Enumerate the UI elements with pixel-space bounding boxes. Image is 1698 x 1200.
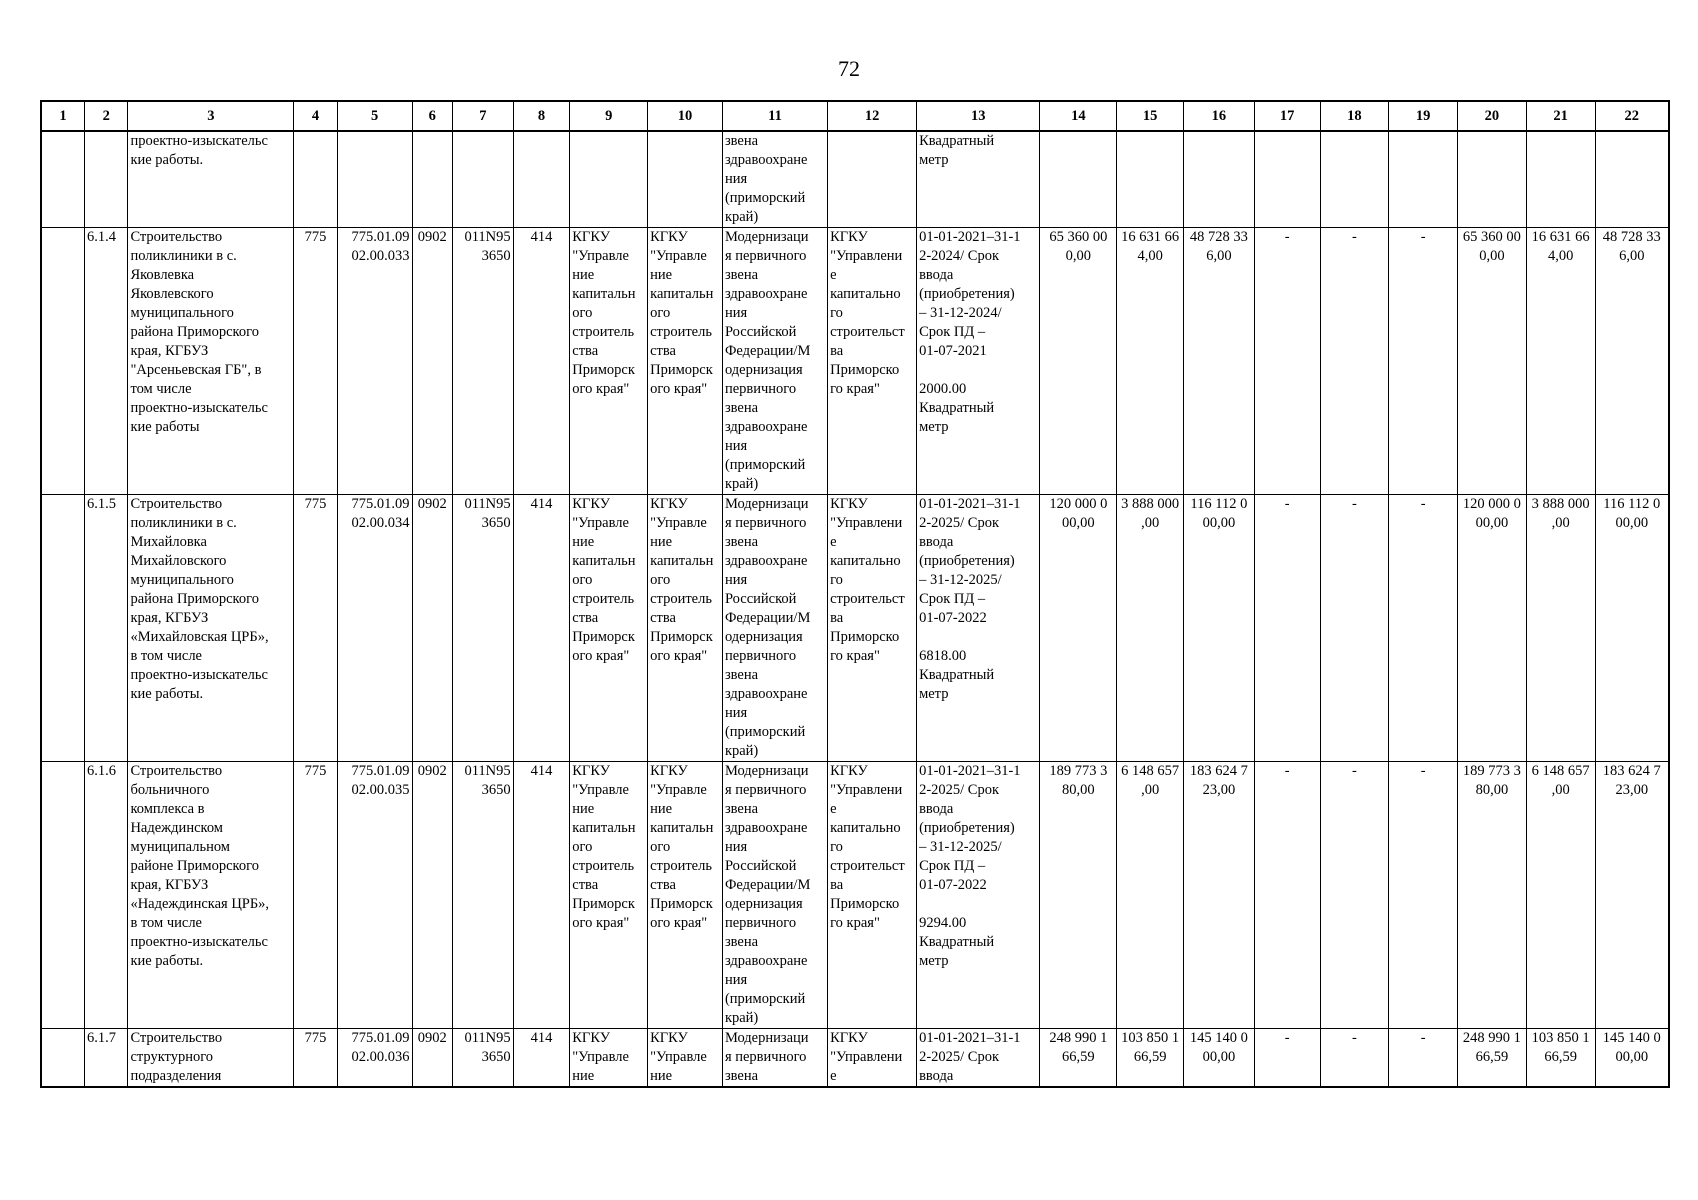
cell-col-20: 65 360 00 0,00 — [1458, 228, 1527, 495]
cell-col-9: КГКУ "Управле ние капитальн ого строитель ства Приморск ого края" — [570, 495, 648, 762]
cell-col-20 — [1458, 131, 1527, 228]
cell-col-18: - — [1320, 228, 1389, 495]
col-header-14: 14 — [1040, 101, 1117, 131]
cell-col-14: 189 773 3 80,00 — [1040, 762, 1117, 1029]
col-header-6: 6 — [412, 101, 452, 131]
cell-col-17: - — [1254, 762, 1320, 1029]
col-header-20: 20 — [1458, 101, 1527, 131]
cell-col-16 — [1184, 131, 1255, 228]
page-number: 72 — [838, 56, 860, 81]
cell-col-7 — [452, 131, 513, 228]
cell-col-22: 145 140 0 00,00 — [1595, 1029, 1669, 1088]
cell-col-5 — [337, 131, 412, 228]
cell-col-21: 6 148 657 ,00 — [1526, 762, 1595, 1029]
cell-col-18: - — [1320, 495, 1389, 762]
col-header-3: 3 — [128, 101, 294, 131]
cell-col-10: КГКУ "Управле ние капитальн ого строитель ства Приморск ого края" — [648, 495, 723, 762]
cell-item-number: 6.1.6 — [84, 762, 127, 1029]
cell-col-6: 0902 — [412, 1029, 452, 1088]
cell-col-13: 01-01-2021–31-1 2-2025/ Срок ввода — [917, 1029, 1040, 1088]
table-row — [41, 762, 1669, 1029]
cell-col-17: - — [1254, 1029, 1320, 1088]
col-header-22: 22 — [1595, 101, 1669, 131]
col-header-11: 11 — [722, 101, 827, 131]
cell-col-18: - — [1320, 762, 1389, 1029]
col-header-21: 21 — [1526, 101, 1595, 131]
cell-col-15: 3 888 000 ,00 — [1117, 495, 1184, 762]
cell-col-15: 6 148 657 ,00 — [1117, 762, 1184, 1029]
cell-col-11: Модернизаци я первичного звена здравоохране ния Российской Федерации/М одернизация первичного звена здравоохране ния (приморский край) — [722, 495, 827, 762]
cell-col-17 — [1254, 131, 1320, 228]
cell-col-17: - — [1254, 228, 1320, 495]
cell-col-10 — [648, 131, 723, 228]
cell-col-15: 103 850 1 66,59 — [1117, 1029, 1184, 1088]
cell-col-15: 16 631 66 4,00 — [1117, 228, 1184, 495]
cell-item-number: 6.1.7 — [84, 1029, 127, 1088]
cell-col-22 — [1595, 131, 1669, 228]
cell-col-12: КГКУ "Управлени е капитально го строительст ва Приморско го края" — [828, 228, 917, 495]
col-header-18: 18 — [1320, 101, 1389, 131]
cell-col-19: - — [1389, 762, 1458, 1029]
cell-col-8: 414 — [513, 762, 570, 1029]
col-header-10: 10 — [648, 101, 723, 131]
cell-col-6: 0902 — [412, 762, 452, 1029]
cell-col-1 — [41, 762, 84, 1029]
table-row — [41, 131, 1669, 228]
cell-object-name: Строительство структурного подразделения — [128, 1029, 294, 1088]
cell-col-21: 103 850 1 66,59 — [1526, 1029, 1595, 1088]
cell-col-18 — [1320, 131, 1389, 228]
cell-col-13: 01-01-2021–31-1 2-2024/ Срок ввода (приобретения) – 31-12-2024/ Срок ПД – 01-07-2021 2000.00 Квадратный метр — [917, 228, 1040, 495]
cell-col-5: 775.01.09 02.00.033 — [337, 228, 412, 495]
cell-col-11: звена здравоохране ния (приморский край) — [722, 131, 827, 228]
cell-col-4: 775 — [294, 228, 337, 495]
cell-col-8 — [513, 131, 570, 228]
cell-col-10: КГКУ "Управле ние — [648, 1029, 723, 1088]
col-header-5: 5 — [337, 101, 412, 131]
col-header-4: 4 — [294, 101, 337, 131]
cell-object-name: проектно-изыскательс кие работы. — [128, 131, 294, 228]
cell-col-12: КГКУ "Управлени е — [828, 1029, 917, 1088]
cell-col-12: КГКУ "Управлени е капитально го строительст ва Приморско го края" — [828, 495, 917, 762]
cell-col-16: 145 140 0 00,00 — [1184, 1029, 1255, 1088]
cell-col-5: 775.01.09 02.00.034 — [337, 495, 412, 762]
col-header-2: 2 — [84, 101, 127, 131]
cell-col-6: 0902 — [412, 495, 452, 762]
col-header-17: 17 — [1254, 101, 1320, 131]
col-header-13: 13 — [917, 101, 1040, 131]
cell-col-5: 775.01.09 02.00.035 — [337, 762, 412, 1029]
cell-col-8: 414 — [513, 1029, 570, 1088]
cell-col-6 — [412, 131, 452, 228]
cell-col-12 — [828, 131, 917, 228]
cell-col-19: - — [1389, 495, 1458, 762]
cell-item-number: 6.1.5 — [84, 495, 127, 762]
cell-col-8: 414 — [513, 495, 570, 762]
cell-col-13: 01-01-2021–31-1 2-2025/ Срок ввода (приобретения) – 31-12-2025/ Срок ПД – 01-07-2022 6818.00 Квадратный метр — [917, 495, 1040, 762]
cell-col-9 — [570, 131, 648, 228]
cell-col-19: - — [1389, 1029, 1458, 1088]
cell-col-4: 775 — [294, 1029, 337, 1088]
cell-col-10: КГКУ "Управле ние капитальн ого строитель ства Приморск ого края" — [648, 228, 723, 495]
cell-col-21: 16 631 66 4,00 — [1526, 228, 1595, 495]
cell-col-19 — [1389, 131, 1458, 228]
col-header-1: 1 — [41, 101, 84, 131]
cell-col-4: 775 — [294, 762, 337, 1029]
cell-col-7: 011N95 3650 — [452, 762, 513, 1029]
cell-col-6: 0902 — [412, 228, 452, 495]
cell-col-19: - — [1389, 228, 1458, 495]
cell-col-1 — [41, 1029, 84, 1088]
cell-item-number: 6.1.4 — [84, 228, 127, 495]
cell-col-22: 48 728 33 6,00 — [1595, 228, 1669, 495]
col-header-12: 12 — [828, 101, 917, 131]
cell-col-4: 775 — [294, 495, 337, 762]
cell-col-9: КГКУ "Управле ние — [570, 1029, 648, 1088]
cell-col-7: 011N95 3650 — [452, 495, 513, 762]
cell-col-21 — [1526, 131, 1595, 228]
col-header-16: 16 — [1184, 101, 1255, 131]
cell-col-12: КГКУ "Управлени е капитально го строительст ва Приморско го края" — [828, 762, 917, 1029]
table-row — [41, 228, 1669, 495]
cell-col-10: КГКУ "Управле ние капитальн ого строитель ства Приморск ого края" — [648, 762, 723, 1029]
table-row — [41, 1029, 1669, 1088]
cell-item-number — [84, 131, 127, 228]
data-table — [40, 100, 1670, 1088]
col-header-7: 7 — [452, 101, 513, 131]
cell-object-name: Строительство поликлиники в с. Яковлевка Яковлевского муниципального района Приморского края, КГБУЗ "Арсеньевская ГБ", в том числе проектно-изыскательс кие работы — [128, 228, 294, 495]
cell-col-7: 011N95 3650 — [452, 1029, 513, 1088]
col-header-15: 15 — [1117, 101, 1184, 131]
cell-col-4 — [294, 131, 337, 228]
cell-col-13: Квадратный метр — [917, 131, 1040, 228]
cell-col-14: 248 990 1 66,59 — [1040, 1029, 1117, 1088]
cell-col-20: 120 000 0 00,00 — [1458, 495, 1527, 762]
cell-col-5: 775.01.09 02.00.036 — [337, 1029, 412, 1088]
cell-col-9: КГКУ "Управле ние капитальн ого строитель ства Приморск ого края" — [570, 228, 648, 495]
cell-col-16: 48 728 33 6,00 — [1184, 228, 1255, 495]
header-row — [41, 101, 1669, 131]
cell-col-1 — [41, 228, 84, 495]
cell-col-22: 116 112 0 00,00 — [1595, 495, 1669, 762]
col-header-8: 8 — [513, 101, 570, 131]
cell-col-11: Модернизаци я первичного звена здравоохране ния Российской Федерации/М одернизация первичного звена здравоохране ния (приморский край) — [722, 228, 827, 495]
col-header-19: 19 — [1389, 101, 1458, 131]
cell-col-13: 01-01-2021–31-1 2-2025/ Срок ввода (приобретения) – 31-12-2025/ Срок ПД – 01-07-2022 9294.00 Квадратный метр — [917, 762, 1040, 1029]
cell-col-16: 183 624 7 23,00 — [1184, 762, 1255, 1029]
cell-col-14 — [1040, 131, 1117, 228]
cell-col-20: 189 773 3 80,00 — [1458, 762, 1527, 1029]
cell-col-17: - — [1254, 495, 1320, 762]
cell-col-21: 3 888 000 ,00 — [1526, 495, 1595, 762]
cell-col-14: 65 360 00 0,00 — [1040, 228, 1117, 495]
cell-col-11: Модернизаци я первичного звена здравоохране ния Российской Федерации/М одернизация первичного звена здравоохране ния (приморский край) — [722, 762, 827, 1029]
cell-col-11: Модернизаци я первичного звена — [722, 1029, 827, 1088]
cell-object-name: Строительство больничного комплекса в Надеждинском муниципальном районе Приморского края, КГБУЗ «Надеждинская ЦРБ», в том числе проектно-изыскательс кие работы. — [128, 762, 294, 1029]
cell-object-name: Строительство поликлиники в с. Михайловка Михайловского муниципального района Приморского края, КГБУЗ «Михайловская ЦРБ», в том числе проектно-изыскательс кие работы. — [128, 495, 294, 762]
cell-col-7: 011N95 3650 — [452, 228, 513, 495]
cell-col-1 — [41, 131, 84, 228]
cell-col-1 — [41, 495, 84, 762]
table-row — [41, 495, 1669, 762]
cell-col-18: - — [1320, 1029, 1389, 1088]
col-header-9: 9 — [570, 101, 648, 131]
cell-col-14: 120 000 0 00,00 — [1040, 495, 1117, 762]
cell-col-9: КГКУ "Управле ние капитальн ого строитель ства Приморск ого края" — [570, 762, 648, 1029]
cell-col-15 — [1117, 131, 1184, 228]
cell-col-8: 414 — [513, 228, 570, 495]
cell-col-20: 248 990 1 66,59 — [1458, 1029, 1527, 1088]
cell-col-22: 183 624 7 23,00 — [1595, 762, 1669, 1029]
cell-col-16: 116 112 0 00,00 — [1184, 495, 1255, 762]
